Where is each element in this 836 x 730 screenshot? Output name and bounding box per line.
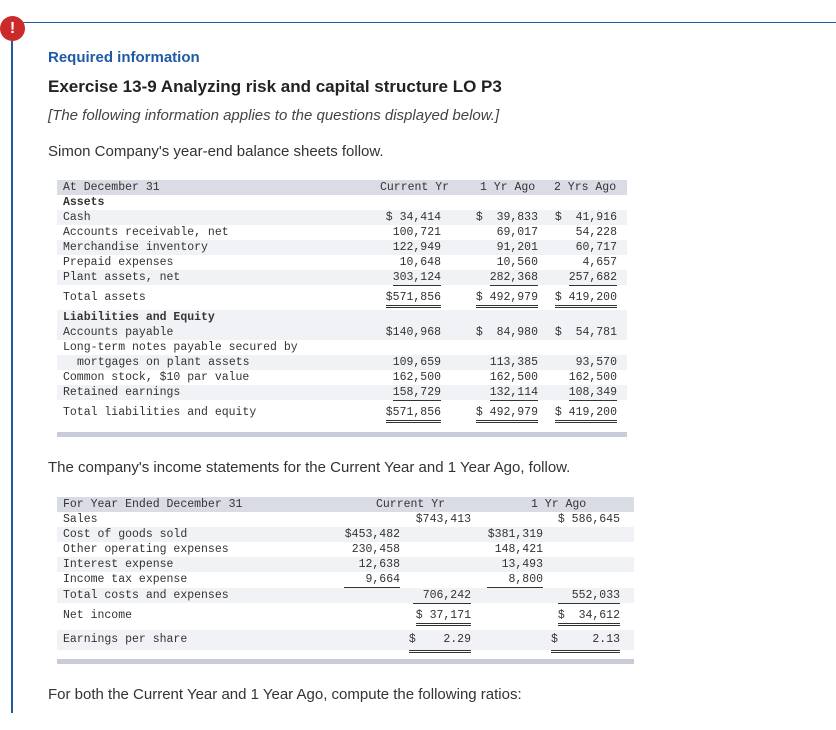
row-1yr: 10,560 <box>496 256 538 269</box>
row-current: $ 34,414 <box>385 211 441 224</box>
row-current: 162,500 <box>392 371 441 384</box>
row-current-detail: 12,638 <box>358 558 400 571</box>
balance-header-row <box>57 180 627 195</box>
total-le-label: Total liabilities and equity <box>63 406 257 419</box>
row-2yr: 4,657 <box>582 256 617 269</box>
row-2yr: 257,682 <box>568 271 617 284</box>
row-current-detail: 230,458 <box>351 543 400 556</box>
retained-earnings-row <box>57 385 627 400</box>
left-rule <box>11 30 13 713</box>
table-row <box>57 270 627 285</box>
row-current: 10,648 <box>399 256 441 269</box>
income-header-row <box>57 497 634 512</box>
row-1yr: 113,385 <box>489 356 538 369</box>
total-le-current: $571,856 <box>386 405 441 423</box>
balance-footer-bar <box>57 432 627 437</box>
row-1yr-detail: $381,319 <box>487 528 543 541</box>
income-header-current: Current Yr <box>376 498 446 511</box>
row-2yr: 108,349 <box>568 386 617 399</box>
row-1yr: 132,114 <box>489 386 538 399</box>
row-1yr-detail: 148,421 <box>494 543 543 556</box>
row-2yr: $ 41,916 <box>554 211 617 224</box>
row-1yr: $ 2.13 <box>551 630 620 653</box>
net-income-row <box>57 608 634 623</box>
alert-icon: ! <box>0 16 25 41</box>
assets-heading: Assets <box>63 196 105 209</box>
row-current: 706,242 <box>413 588 471 604</box>
income-statement <box>57 497 634 667</box>
row-label: Earnings per share <box>63 633 188 646</box>
total-le-1yr: $ 492,979 <box>476 405 538 423</box>
sales-row <box>57 512 634 527</box>
table-row <box>57 542 634 557</box>
row-2yr: 93,570 <box>575 356 617 369</box>
total-assets-label: Total assets <box>63 291 146 304</box>
row-label: Income tax expense <box>63 573 188 586</box>
liabilities-heading-row <box>57 310 627 325</box>
balance-sheet <box>57 180 627 440</box>
row-2yr: $ 54,781 <box>554 326 617 339</box>
exercise-note: [The following information applies to the questions displayed below.] <box>48 107 500 124</box>
notes-payable-label-row <box>57 340 627 355</box>
table-row <box>57 255 627 270</box>
row-label: Plant assets, net <box>63 271 181 284</box>
row-label: Cash <box>63 211 91 224</box>
exercise-title: Exercise 13-9 Analyzing risk and capital structure LO P3 <box>48 77 502 96</box>
row-2yr: 54,228 <box>575 226 617 239</box>
row-current: $743,413 <box>415 513 471 526</box>
row-label: Long-term notes payable secured by <box>63 341 298 354</box>
income-footer-bar <box>57 659 634 664</box>
ratios-instruction: For both the Current Year and 1 Year Ago, compute the following ratios: <box>48 686 522 703</box>
total-assets-1yr: $ 492,979 <box>476 290 538 308</box>
row-label: Prepaid expenses <box>63 256 174 269</box>
row-current-detail: 9,664 <box>344 572 400 588</box>
row-1yr: 69,017 <box>496 226 538 239</box>
row-2yr: 60,717 <box>575 241 617 254</box>
balance-header-current: Current Yr <box>380 181 450 194</box>
row-label: Common stock, $10 par value <box>63 371 250 384</box>
row-1yr: 552,033 <box>558 588 620 604</box>
row-label: Net income <box>63 609 133 622</box>
row-label: Total costs and expenses <box>63 589 229 602</box>
row-current: 109,659 <box>392 356 441 369</box>
table-row <box>57 210 627 225</box>
row-label: Interest expense <box>63 558 174 571</box>
row-1yr: $ 84,980 <box>475 326 538 339</box>
balance-sheet-intro: Simon Company's year-end balance sheets follow. <box>48 143 384 160</box>
row-label: Accounts payable <box>63 326 174 339</box>
row-1yr: 162,500 <box>489 371 538 384</box>
row-current: $ 2.29 <box>409 630 471 653</box>
row-label: Other operating expenses <box>63 543 229 556</box>
table-row <box>57 225 627 240</box>
row-current: $ 37,171 <box>416 608 471 626</box>
row-1yr: 282,368 <box>489 271 538 284</box>
row-label: mortgages on plant assets <box>77 356 250 369</box>
table-row <box>57 557 634 572</box>
table-row <box>57 572 634 587</box>
row-1yr-detail: 13,493 <box>501 558 543 571</box>
row-label: Cost of goods sold <box>63 528 188 541</box>
income-header-label: For Year Ended December 31 <box>63 498 243 511</box>
row-1yr-detail: 8,800 <box>487 572 543 588</box>
total-assets-2yr: $ 419,200 <box>555 290 617 308</box>
total-costs-row <box>57 588 634 603</box>
eps-row <box>57 630 634 650</box>
row-label: Sales <box>63 513 98 526</box>
table-row <box>57 527 634 542</box>
total-le-row <box>57 405 627 420</box>
balance-header-2yr: 2 Yrs Ago <box>554 181 617 194</box>
accounts-payable-row <box>57 325 627 340</box>
assets-heading-row <box>57 195 627 210</box>
row-1yr: $ 34,612 <box>558 608 620 626</box>
row-label: Retained earnings <box>63 386 181 399</box>
notes-payable-row <box>57 355 627 370</box>
row-1yr: $ 39,833 <box>475 211 538 224</box>
row-current: 303,124 <box>392 271 441 284</box>
total-le-2yr: $ 419,200 <box>555 405 617 423</box>
liabilities-heading: Liabilities and Equity <box>63 311 215 324</box>
row-1yr: $ 586,645 <box>557 513 620 526</box>
table-row <box>57 240 627 255</box>
common-stock-row <box>57 370 627 385</box>
row-current: 100,721 <box>392 226 441 239</box>
top-rule <box>13 22 836 23</box>
income-header-1yr: 1 Yr Ago <box>531 498 587 511</box>
total-assets-row <box>57 290 627 305</box>
row-current: 122,949 <box>392 241 441 254</box>
row-label: Merchandise inventory <box>63 241 208 254</box>
balance-header-label: At December 31 <box>63 181 160 194</box>
total-assets-current: $571,856 <box>386 290 441 308</box>
balance-header-1yr: 1 Yr Ago <box>480 181 536 194</box>
row-current-detail: $453,482 <box>344 528 400 541</box>
row-1yr: 91,201 <box>496 241 538 254</box>
income-statement-intro: The company's income statements for the Current Year and 1 Year Ago, follow. <box>48 459 571 476</box>
row-2yr: 162,500 <box>568 371 617 384</box>
row-current: $140,968 <box>385 326 441 339</box>
row-current: 158,729 <box>392 386 441 399</box>
row-label: Accounts receivable, net <box>63 226 229 239</box>
required-information-heading: Required information <box>48 49 200 66</box>
